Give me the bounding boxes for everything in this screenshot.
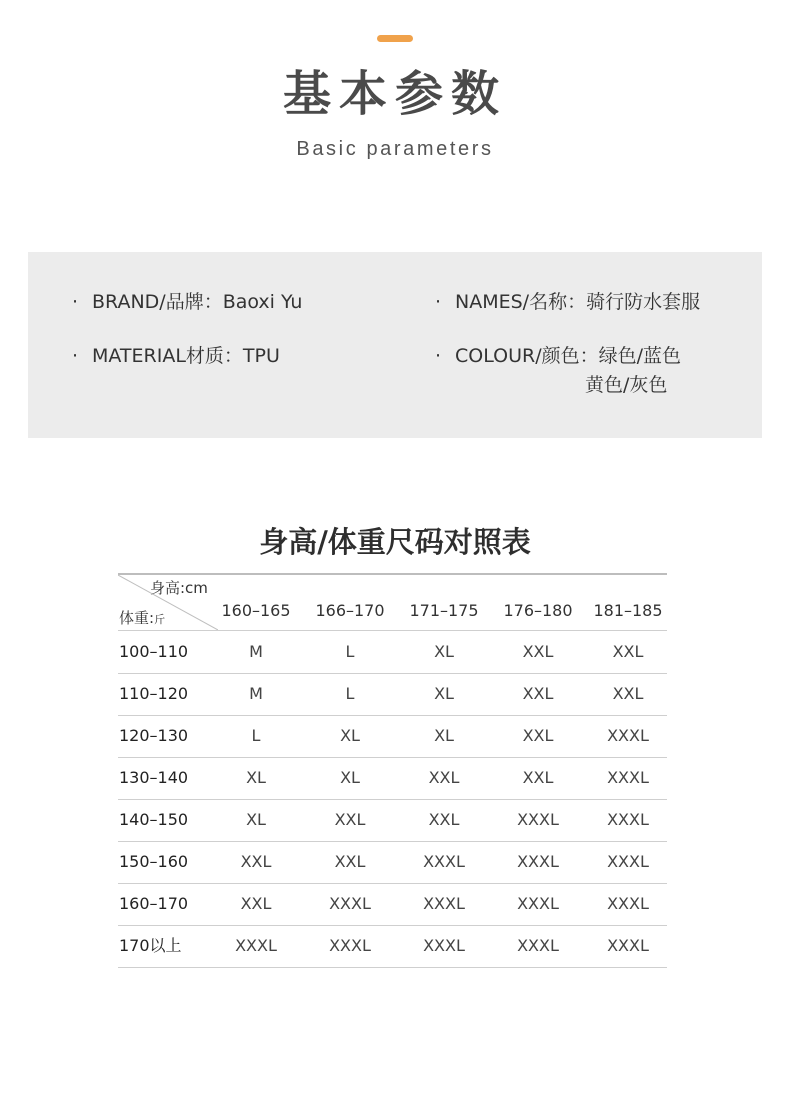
params-panel [28,252,762,438]
column-header: 166–170 [315,601,385,620]
size-cell: XXXL [517,810,559,829]
param-material [72,342,280,371]
bullet: · [72,291,79,313]
table-row [118,925,667,967]
param-brand-text: BRAND/品牌：Baoxi Yu [92,291,303,313]
accent-bar [377,35,413,42]
row-weight-label: 100–110 [119,642,189,661]
table-row [118,799,667,841]
row-weight-label: 160–170 [119,894,189,913]
param-names-text: NAMES/名称：骑行防水套服 [455,291,701,313]
param-colour-text: COLOUR/颜色：绿色/蓝色 [455,345,681,367]
size-cell: XXXL [329,936,371,955]
table-row [118,631,667,673]
page-subtitle: Basic parameters [296,138,494,160]
size-cell: XXL [334,852,366,871]
size-table-title: 身高/体重尺码对照表 [259,525,531,559]
row-weight-label: 150–160 [119,852,189,871]
size-cell: XXXL [607,852,649,871]
row-weight-label: 120–130 [119,726,189,745]
size-cell: XXL [522,642,554,661]
bullet: · [72,345,79,367]
bullet: · [435,291,442,313]
row-weight-label: 130–140 [119,768,189,787]
size-cell: XXL [612,642,644,661]
size-cell: XL [246,768,266,787]
corner-weight-text: 体重: [119,609,155,627]
size-cell: XL [434,684,454,703]
size-cell: XL [434,642,454,661]
bullet: · [435,345,442,367]
size-cell: XL [340,726,360,745]
size-cell: XXXL [607,936,649,955]
table-row [118,757,667,799]
size-cell: XXL [240,894,272,913]
size-cell: XXL [612,684,644,703]
size-cell: XXXL [517,852,559,871]
column-header: 176–180 [503,601,573,620]
param-colour [435,342,681,400]
size-cell: XXL [522,684,554,703]
size-cell: XXXL [423,852,465,871]
size-cell: XXL [334,810,366,829]
size-cell: XXXL [517,936,559,955]
size-cell: XXL [522,726,554,745]
table-row [118,841,667,883]
size-cell: XL [340,768,360,787]
column-header: 181–185 [593,601,663,620]
size-cell: XXL [428,768,460,787]
size-cell: XXXL [517,894,559,913]
column-header: 171–175 [409,601,479,620]
page-title: 基本参数 [282,66,507,122]
size-cell: XL [434,726,454,745]
size-cell: XXXL [607,768,649,787]
size-cell: XXXL [329,894,371,913]
column-header: 160–165 [221,601,291,620]
param-colour-text-line2: 黄色/灰色 [585,374,668,396]
param-material-text: MATERIAL材质：TPU [92,345,280,367]
row-divider [118,967,667,968]
row-weight-label: 170以上 [119,936,182,955]
size-cell: XXXL [423,894,465,913]
size-cell: M [249,642,263,661]
size-cell: XL [246,810,266,829]
table-row [118,673,667,715]
corner-weight-label [119,607,165,628]
size-cell: XXXL [607,726,649,745]
size-cell: XXL [428,810,460,829]
corner-height-label: 身高:cm [150,579,208,597]
size-cell: L [251,726,261,745]
size-cell: XXXL [423,936,465,955]
param-names [435,288,700,317]
corner-weight-unit: 斤 [154,613,166,626]
size-cell: XXXL [607,894,649,913]
size-cell: XXXL [607,810,649,829]
size-cell: M [249,684,263,703]
row-weight-label: 110–120 [119,684,189,703]
size-cell: L [345,684,355,703]
param-brand [72,288,302,317]
size-cell: XXL [240,852,272,871]
size-cell: XXL [522,768,554,787]
table-row [118,715,667,757]
size-cell: XXXL [235,936,277,955]
row-weight-label: 140–150 [119,810,189,829]
size-cell: L [345,642,355,661]
table-row [118,883,667,925]
